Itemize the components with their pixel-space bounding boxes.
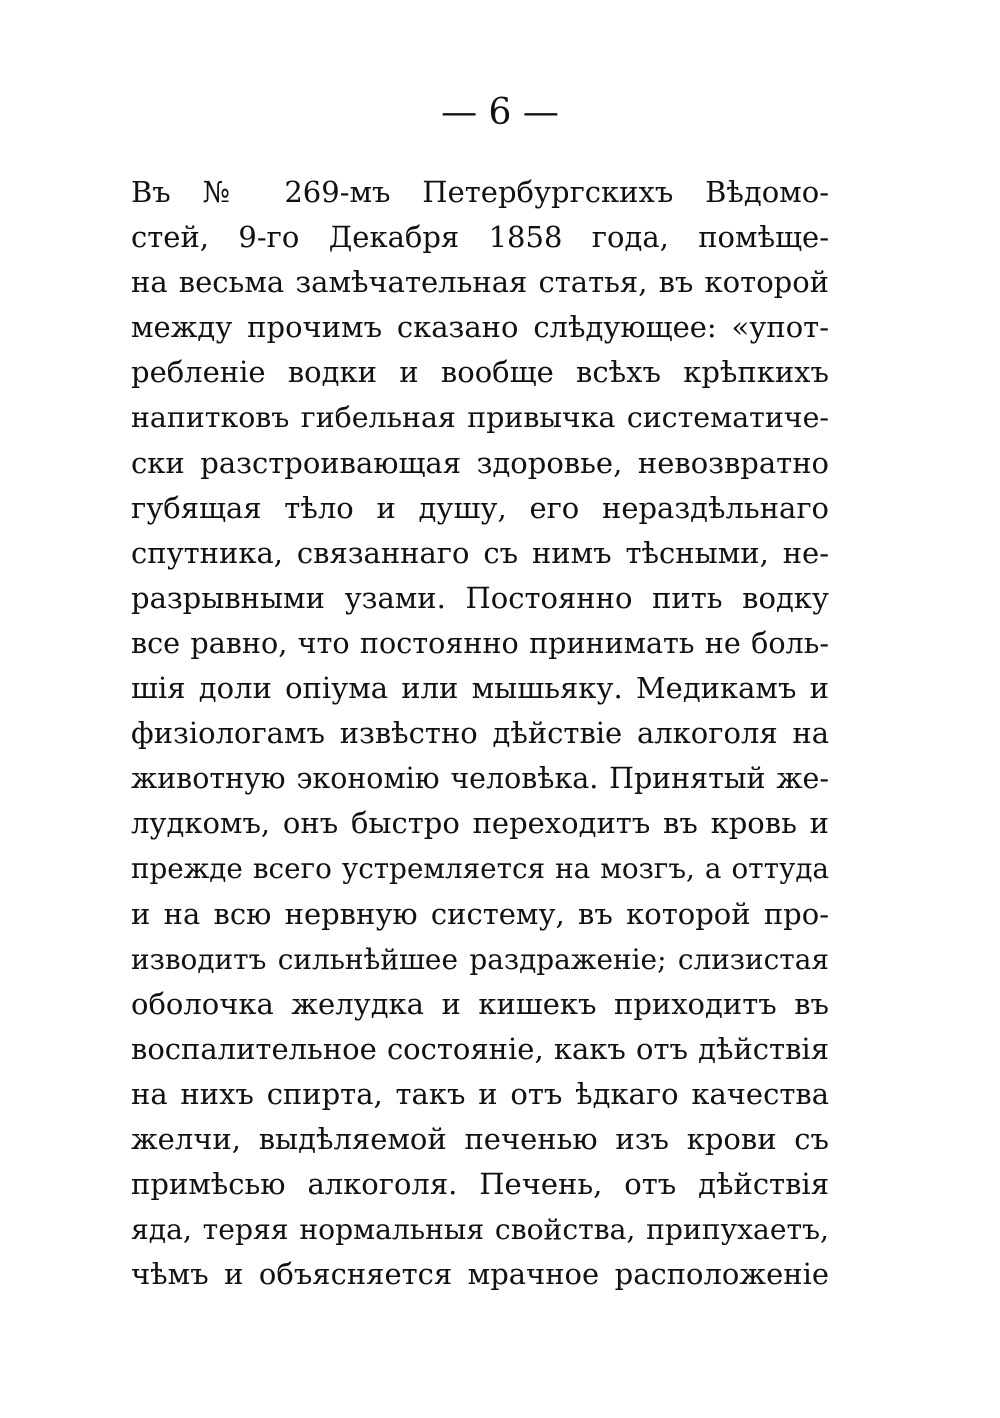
text-line: ски разстроивающая здоровье, невозвратно [131, 445, 829, 480]
text-line: стей, 9-го Декабря 1858 года, помѣще- [131, 220, 829, 255]
text-line: примѣсью алкоголя. Печень, отъ дѣйствія [131, 1167, 829, 1202]
text-line: лудкомъ, онъ быстро переходитъ въ кровь и [131, 806, 829, 841]
text-line: и на всю нервную систему, въ которой про- [131, 896, 829, 931]
text-line: напитковъ гибельная привычка систематиче- [131, 401, 829, 435]
page-number: — 6 — [441, 92, 559, 133]
text-line: все равно, что постоянно принимать не боль- [131, 625, 829, 660]
text-line: разрывными узами. Постоянно пить водку [131, 580, 829, 615]
text-line: прежде всего устремляется на мозгъ, а оттуда [131, 852, 829, 886]
text-line: на весьма замѣчательная статья, въ которой [131, 265, 829, 300]
text-line: Въ № 269-мъ Петербургскихъ Вѣдомо- [131, 175, 829, 209]
text-line: яда, теряя нормальныя свойства, припухаетъ, [131, 1213, 829, 1247]
text-line: спутника, связаннаго съ нимъ тѣсными, не- [131, 535, 829, 570]
text-line: животную экономію человѣка. Принятый же- [131, 762, 829, 796]
text-line: чѣмъ и объясняется мрачное расположеніе [131, 1257, 829, 1292]
text-line: губящая тѣло и душу, его нераздѣльнаго [131, 490, 829, 525]
text-line: шія доли опіума или мышьяку. Медикамъ и [131, 671, 829, 706]
text-line: между прочимъ сказано слѣдующее: «упот- [131, 310, 829, 345]
text-line: на нихъ спирта, такъ и отъ ѣдкаго качества [131, 1076, 829, 1111]
text-line: изводитъ сильнѣйшее раздраженіе; слизистая [131, 942, 829, 976]
text-line: оболочка желудка и кишекъ приходитъ въ [131, 986, 829, 1021]
text-line: физіологамъ извѣстно дѣйствіе алкоголя на [131, 716, 829, 751]
text-line: ребленіе водки и вообще всѣхъ крѣпкихъ [131, 355, 829, 390]
text-line: желчи, выдѣляемой печенью изъ крови съ [131, 1121, 829, 1156]
text-line: воспалительное состояніе, какъ отъ дѣйствія [131, 1031, 829, 1066]
body-text [131, 170, 829, 1297]
